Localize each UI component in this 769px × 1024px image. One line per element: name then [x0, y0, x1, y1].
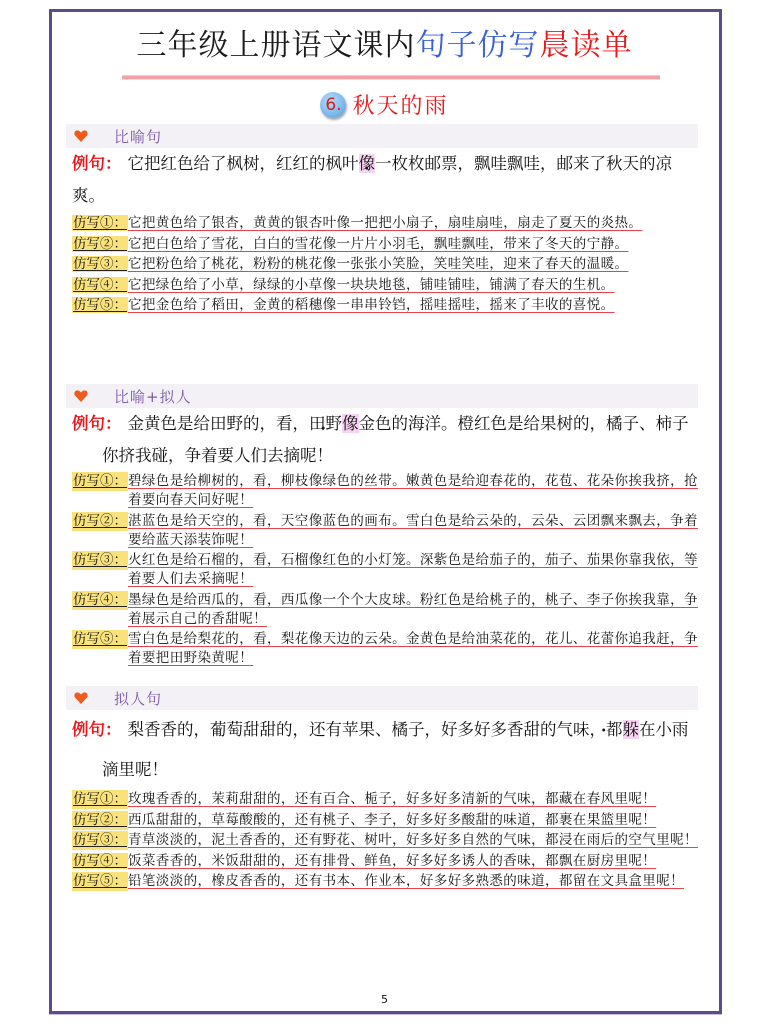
imitation-item: [72, 811, 698, 830]
lesson-number: 6.: [325, 94, 342, 115]
imitation-text: 它把粉色给了桃花，粉粉的桃花像一张张小笑脸，笑哇笑哇，迎来了春天的温暖。: [128, 256, 629, 272]
lesson-number-badge: [320, 92, 346, 118]
imitation-text: 碧绿色是给柳树的，看，柳枝像绿色的丝带。嫩黄色是给迎春花的，花苞、花朵你挨我挤，抢着要向春天问好呢！: [128, 473, 698, 508]
example-label: 例句：: [72, 720, 122, 739]
example-text-before: 梨香香的，葡萄甜甜的，还有苹果、橘子，好多好多香甜的气味，都: [127, 720, 623, 739]
imitation-label: 仿写③：: [73, 832, 127, 848]
imitation-item: [72, 872, 698, 891]
example-key-word: 躲 •: [623, 720, 640, 739]
imitation-item: [72, 472, 698, 510]
section-metaphor-personification: [66, 384, 698, 670]
imitation-text: 饭菜香香的，米饭甜甜的，还有排骨、鲜鱼，好多好多诱人的香味，都飘在厨房里呢！: [128, 852, 657, 869]
section-name: 比喻+拟人: [114, 387, 192, 406]
heart-icon: [74, 130, 88, 142]
heart-icon: [74, 390, 88, 402]
section-personification: [66, 686, 698, 893]
document-title: [0, 26, 769, 66]
imitation-label: 仿写②：: [73, 512, 127, 529]
imitation-item: [72, 852, 698, 871]
imitation-label: 仿写⑤：: [73, 631, 127, 647]
imitation-label: 仿写④：: [73, 852, 127, 869]
title-part-black: 三年级上册语文课内: [136, 28, 416, 63]
example-key-word: 像: [342, 414, 359, 433]
lesson-heading: [0, 89, 769, 120]
imitation-text: 它把绿色给了小草，绿绿的小草像一块块地毯，铺哇铺哇，铺满了春天的生机。: [128, 276, 615, 293]
imitation-item: [72, 790, 698, 809]
imitation-item: [72, 296, 698, 315]
imitation-text: 它把金色给了稻田，金黄的稻穗像一串串铃铛，摇哇摇哇，摇来了丰收的喜悦。: [128, 297, 615, 313]
section-header: [66, 686, 698, 710]
imitation-text: 它把白色给了雪花，白白的雪花像一片片小羽毛，飘哇飘哇，带来了冬天的宁静。: [128, 235, 629, 252]
imitation-text: 雪白色是给梨花的，看，梨花像天边的云朵。金黄色是给油菜花的，花儿、花蕾你追我赶，争着要把田野染黄呢！: [128, 631, 698, 666]
example-sentence: [72, 710, 698, 790]
imitation-text: 火红色是给石榴的，看，石榴像红色的小灯笼。深紫色是给茄子的，茄子、茄果你靠我依，等着要人们去采摘呢！: [128, 552, 698, 587]
imitation-label: 仿写①：: [73, 473, 127, 489]
example-key-word: 像: [358, 154, 375, 173]
imitation-item: [72, 255, 698, 274]
example-text-after: 金色的海洋。橙红色是给果树的，橘子、柿子你挤我碰，争着要人们去摘呢！: [102, 414, 689, 465]
example-text-after: 一枚枚邮票，飘哇飘哇，邮来了秋天的凉爽。: [72, 154, 672, 205]
imitation-item: [72, 276, 698, 295]
title-part-blue: 句子仿写: [415, 28, 540, 63]
example-text-after: 在小雨滴里呢！: [102, 720, 689, 779]
imitation-text: 铅笔淡淡的，橡皮香香的，还有书本、作业本，好多好多熟悉的味道，都留在文具盒里呢！: [128, 873, 684, 889]
example-label: 例句：: [72, 154, 122, 173]
example-label: 例句：: [72, 414, 122, 433]
imitation-label: 仿写④：: [73, 591, 127, 608]
imitation-item: [72, 831, 698, 850]
imitation-item: [72, 630, 698, 668]
section-name: 比喻句: [114, 127, 163, 146]
imitation-text: 玫瑰香香的，茉莉甜甜的，还有百合、栀子，好多好多清新的气味，都藏在春风里呢！: [128, 791, 657, 807]
imitation-label: 仿写⑤：: [73, 297, 127, 313]
section-metaphor: [66, 124, 698, 317]
imitation-text: 西瓜甜甜的，草莓酸酸的，还有桃子、李子，好多好多酸甜的味道，都裹在果篮里呢！: [128, 811, 657, 828]
section-name: 拟人句: [114, 689, 163, 708]
example-text-before: 它把红色给了枫树，红红的枫叶: [127, 154, 359, 173]
imitation-item: [72, 551, 698, 589]
example-sentence: [72, 408, 698, 472]
imitation-item: [72, 512, 698, 550]
imitation-text: 它把黄色给了银杏，黄黄的银杏叶像一把把小扇子，扇哇扇哇，扇走了夏天的炎热。: [128, 215, 643, 231]
section-header: [66, 384, 698, 408]
imitation-label: 仿写①：: [73, 791, 127, 807]
imitation-text: 青草淡淡的，泥土香香的，还有野花、树叶，好多好多自然的气味，都浸在雨后的空气里呢！: [128, 832, 698, 848]
section-header: [66, 124, 698, 148]
imitation-item: [72, 214, 698, 233]
example-text-before: 金黄色是给田野的，看，田野: [127, 414, 342, 433]
imitation-label: 仿写③：: [73, 552, 127, 568]
title-divider: [122, 75, 660, 79]
imitation-label: 仿写②：: [73, 235, 127, 252]
title-part-red: 晨读单: [539, 28, 633, 63]
example-sentence: [72, 148, 698, 212]
imitation-label: 仿写①：: [73, 215, 127, 231]
imitation-text: 湛蓝色是给天空的，看，天空像蓝色的画布。雪白色是给云朵的，云朵、云团飘来飘去，争着要给蓝天添装饰呢！: [128, 512, 698, 548]
heart-icon: [74, 692, 88, 704]
imitation-label: 仿写⑤：: [73, 873, 127, 889]
imitation-text: 墨绿色是给西瓜的，看，西瓜像一个个大皮球。粉红色是给桃子的，桃子、李子你挨我靠，争着展示自己的香甜呢！: [128, 591, 698, 627]
page-number: 5: [381, 993, 388, 1006]
imitation-item: [72, 235, 698, 254]
imitation-label: 仿写②：: [73, 811, 127, 828]
imitation-item: [72, 591, 698, 629]
imitation-label: 仿写③：: [73, 256, 127, 272]
lesson-title: 秋天的雨: [352, 94, 449, 119]
imitation-label: 仿写④：: [73, 276, 127, 293]
